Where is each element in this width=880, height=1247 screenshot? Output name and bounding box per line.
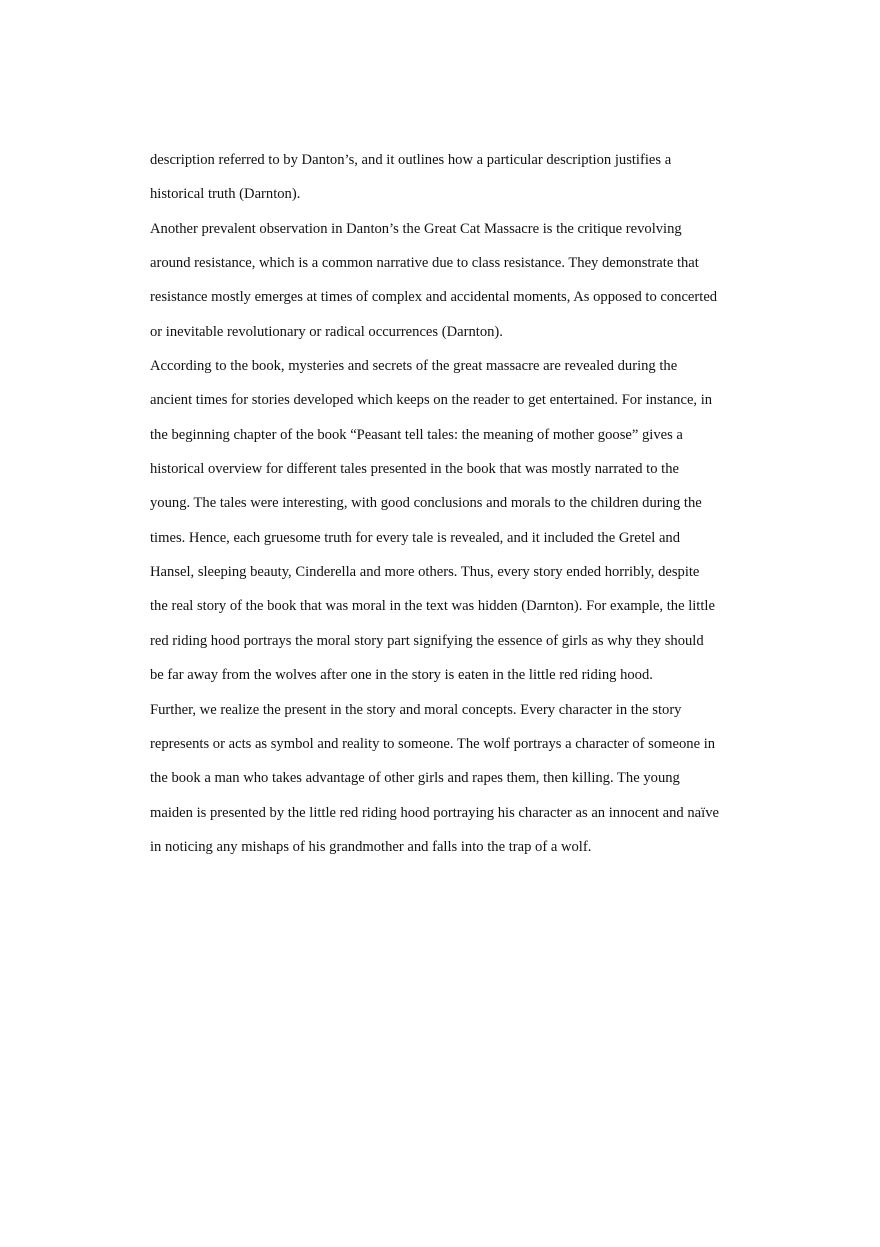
text-line: represents or acts as symbol and reality to someone. The wolf portrays a character of someone in [150,735,716,752]
text-line: around resistance, which is a common narrative due to class resistance. They demonstrate that [150,255,699,272]
text-line: the beginning chapter of the book “Peasant tell tales: the meaning of mother goose” gives a [150,426,683,443]
text-line: According to the book, mysteries and secrets of the great massacre are revealed during the [150,358,678,375]
text-line: description referred to by Danton’s, and it outlines how a particular description justifies a [150,152,672,168]
text-line: ancient times for stories developed which keeps on the reader to get entertained. For instance, in [150,392,713,409]
text-line: the real story of the book that was moral in the text was hidden (Darnton). For example, the little [150,598,715,615]
text-line: the book a man who takes advantage of other girls and rapes them, then killing. The young [150,770,680,787]
body-text [150,146,734,867]
text-line: red riding hood portrays the moral story part signifying the essence of girls as why they should [150,632,704,649]
text-line: be far away from the wolves after one in the story is eaten in the little red riding hood. [150,667,653,684]
paragraph [150,696,734,868]
paragraph [150,352,734,695]
text-line: Further, we realize the present in the story and moral concepts. Every character in the story [150,701,682,718]
text-line: times. Hence, each gruesome truth for every tale is revealed, and it included the Gretel and [150,529,681,546]
text-line: resistance mostly emerges at times of complex and accidental moments, As opposed to concerted [150,289,718,306]
paragraph [150,146,734,215]
paragraph [150,215,734,352]
text-line: Hansel, sleeping beauty, Cinderella and more others. Thus, every story ended horribly, despite [150,564,700,581]
text-line: historical overview for different tales presented in the book that was mostly narrated to the [150,461,679,478]
text-line: young. The tales were interesting, with good conclusions and morals to the children during the [150,495,702,512]
text-line: maiden is presented by the little red riding hood portraying his character as an innocent and naïve [150,804,719,821]
text-line: or inevitable revolutionary or radical occurrences (Darnton). [150,323,503,340]
text-line: Another prevalent observation in Danton’s the Great Cat Massacre is the critique revolving [150,220,682,237]
text-line: in noticing any mishaps of his grandmother and falls into the trap of a wolf. [150,838,592,855]
text-line: historical truth (Darnton). [150,186,301,203]
